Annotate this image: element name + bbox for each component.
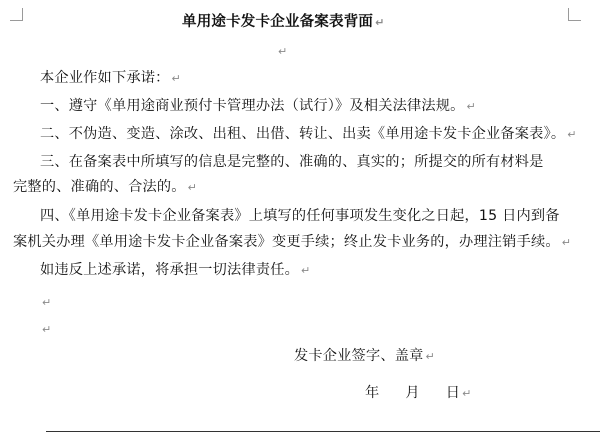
footer-divider [46, 431, 600, 432]
intro-line [40, 68, 181, 89]
commitment-item-3-line-2 [13, 177, 197, 198]
item-4-text-line-1: 四、《单用途卡发卡企业备案表》上填写的任何事项发生变化之日起，15 日内到备 [40, 208, 560, 224]
commitment-item-1 [40, 96, 476, 117]
page-corner-mark-top-left [10, 8, 23, 21]
paragraph-mark-icon: ↵ [425, 350, 435, 363]
date-day-label: 日 [445, 385, 461, 401]
date-month-label: 月 [405, 385, 420, 401]
paragraph-mark-icon: ↵ [375, 16, 385, 29]
item-3-text-line-2: 完整的、准确的、合法的。 [13, 179, 186, 195]
empty-paragraph [276, 40, 287, 59]
closing-text: 如违反上述承诺，将承担一切法律责任。 [40, 262, 299, 278]
empty-paragraph [40, 318, 51, 337]
paragraph-mark-icon: ↵ [466, 100, 476, 113]
paragraph-mark-icon: ↵ [462, 387, 472, 400]
signature-line [294, 346, 435, 367]
closing-statement [40, 260, 310, 281]
page-corner-mark-top-right [568, 8, 581, 21]
date-line [365, 383, 472, 404]
paragraph-mark-icon: ↵ [171, 72, 181, 85]
paragraph-mark-icon: ↵ [567, 128, 577, 141]
signature-label: 发卡企业签字、盖章 [294, 348, 424, 364]
paragraph-mark-icon: ↵ [187, 181, 198, 194]
paragraph-mark-icon: ↵ [278, 45, 288, 58]
document-title [182, 12, 385, 33]
commitment-item-2 [40, 124, 577, 145]
commitment-item-4-line-2 [13, 232, 571, 253]
paragraph-mark-icon: ↵ [42, 323, 52, 336]
commitment-item-4-line-1 [40, 206, 560, 226]
item-1-text: 一、遵守《单用途商业预付卡管理办法（试行）》及相关法律法规。 [40, 98, 465, 114]
date-year-label: 年 [365, 385, 380, 401]
empty-paragraph [40, 291, 51, 310]
paragraph-mark-icon: ↵ [42, 296, 52, 309]
paragraph-mark-icon: ↵ [561, 236, 572, 249]
title-text: 单用途卡发卡企业备案表背面 [182, 14, 374, 30]
item-2-text: 二、不伪造、变造、涂改、出租、出借、转让、出卖《单用途卡发卡企业备案表》。 [40, 126, 566, 142]
intro-text: 本企业作如下承诺： [40, 70, 170, 86]
item-3-text-line-1: 三、在备案表中所填写的信息是完整的、准确的、真实的；所提交的所有材料是 [40, 154, 544, 170]
item-4-text-line-2: 案机关办理《单用途卡发卡企业备案表》变更手续；终止发卡业务的，办理注销手续。 [13, 234, 560, 250]
paragraph-mark-icon: ↵ [300, 264, 311, 277]
commitment-item-3-line-1 [40, 152, 544, 172]
